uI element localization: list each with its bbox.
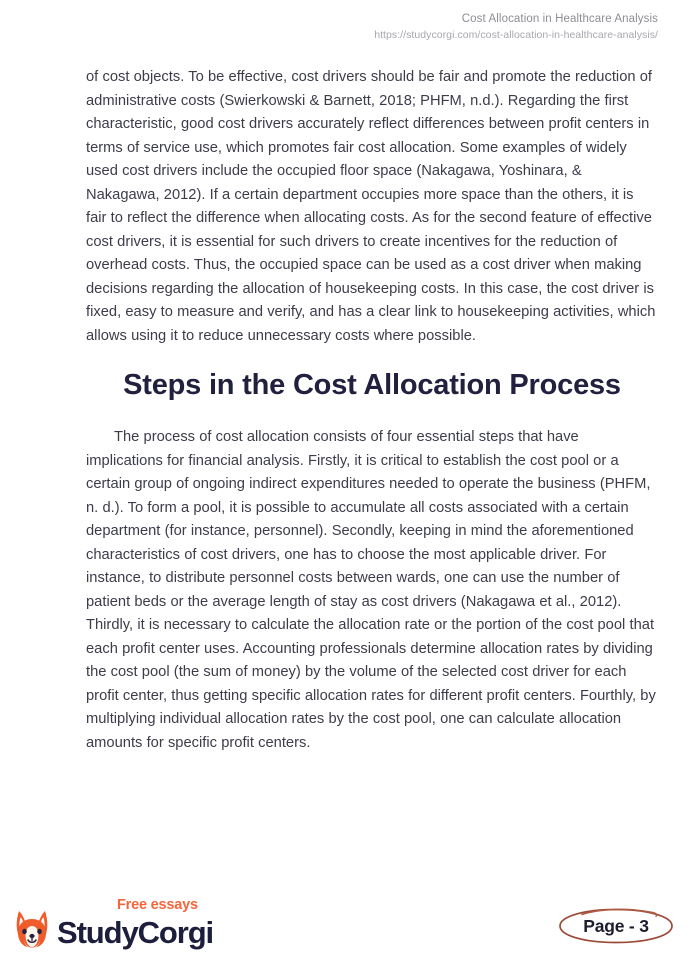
page-header xyxy=(38,12,658,42)
brand-tagline: Free essays xyxy=(117,897,198,913)
page-footer xyxy=(0,878,698,964)
page-number-badge xyxy=(556,906,676,946)
paragraph-steps: The process of cost allocation consists of four essential steps that have implications for financial analysis. Firstly, it is critical to establish the cost pool or a certain group of ongoing indirect expenditures needed to operate the business (PHFM, n. d.). To form a pool, it is possible to accumulate all costs associated with a certain department (for instance, personnel). Secondly, keeping in mind the aforementioned characteristics of cost drivers, one has to choose the most applicable driver. For instance, to distribute personnel costs between wards, one can use the number of patient beds or the average length of stay as cost drivers (Nakagawa et al., 2012). Thirdly, it is necessary to calculate the allocation rate or the portion of the cost pool that each profit center uses. Accounting professionals determine allocation rates by dividing the cost pool (the sum of money) by the volume of the selected cost driver for each profit center, thus getting specific allocation rates for different profit centers. Fourthly, by multiplying individual allocation rates by the cost pool, one can calculate allocation amounts for specific profit centers. xyxy=(86,429,656,751)
corgi-mascot-icon xyxy=(14,909,50,949)
spacer xyxy=(86,403,658,426)
paragraph-continuation: of cost objects. To be effective, cost drivers should be fair and promote the reduction of administrative costs (Swierkowski & Barnett, 2018; PHFM, n.d.). Regarding the first characteristic, good cost drivers accurately reflect differences between profit centers in terms of service use, which promotes fair cost allocation. Some examples of widely used cost drivers include the occupied floor space (Nakagawa, Yoshinara, & Nakagawa, 2012). If a certain department occupies more space than the others, it is fair to reflect the difference when allocating costs. As for the second feature of effective cost drivers, it is essential for such drivers to create incentives for the reduction of overhead costs. Thus, the occupied space can be used as a cost driver when making decisions regarding the allocation of housekeeping costs. In this case, the cost driver is fixed, easy to measure and verify, and has a clear link to housekeeping activities, which allows using it to reduce unnecessary costs where possible. xyxy=(86,69,656,344)
document-content xyxy=(86,66,658,755)
page-number-label: Page - 3 xyxy=(583,915,649,936)
brand-wordmark xyxy=(57,897,214,950)
spacer xyxy=(86,348,658,367)
section-heading: Steps in the Cost Allocation Process xyxy=(123,369,621,401)
document-title: Cost Allocation in Healthcare Analysis xyxy=(461,13,658,25)
brand-name: StudyCorgi xyxy=(57,915,214,950)
source-url: https://studycorgi.com/cost-allocation-in-healthcare-analysis/ xyxy=(374,29,658,41)
studycorgi-logo[interactable] xyxy=(14,897,214,950)
